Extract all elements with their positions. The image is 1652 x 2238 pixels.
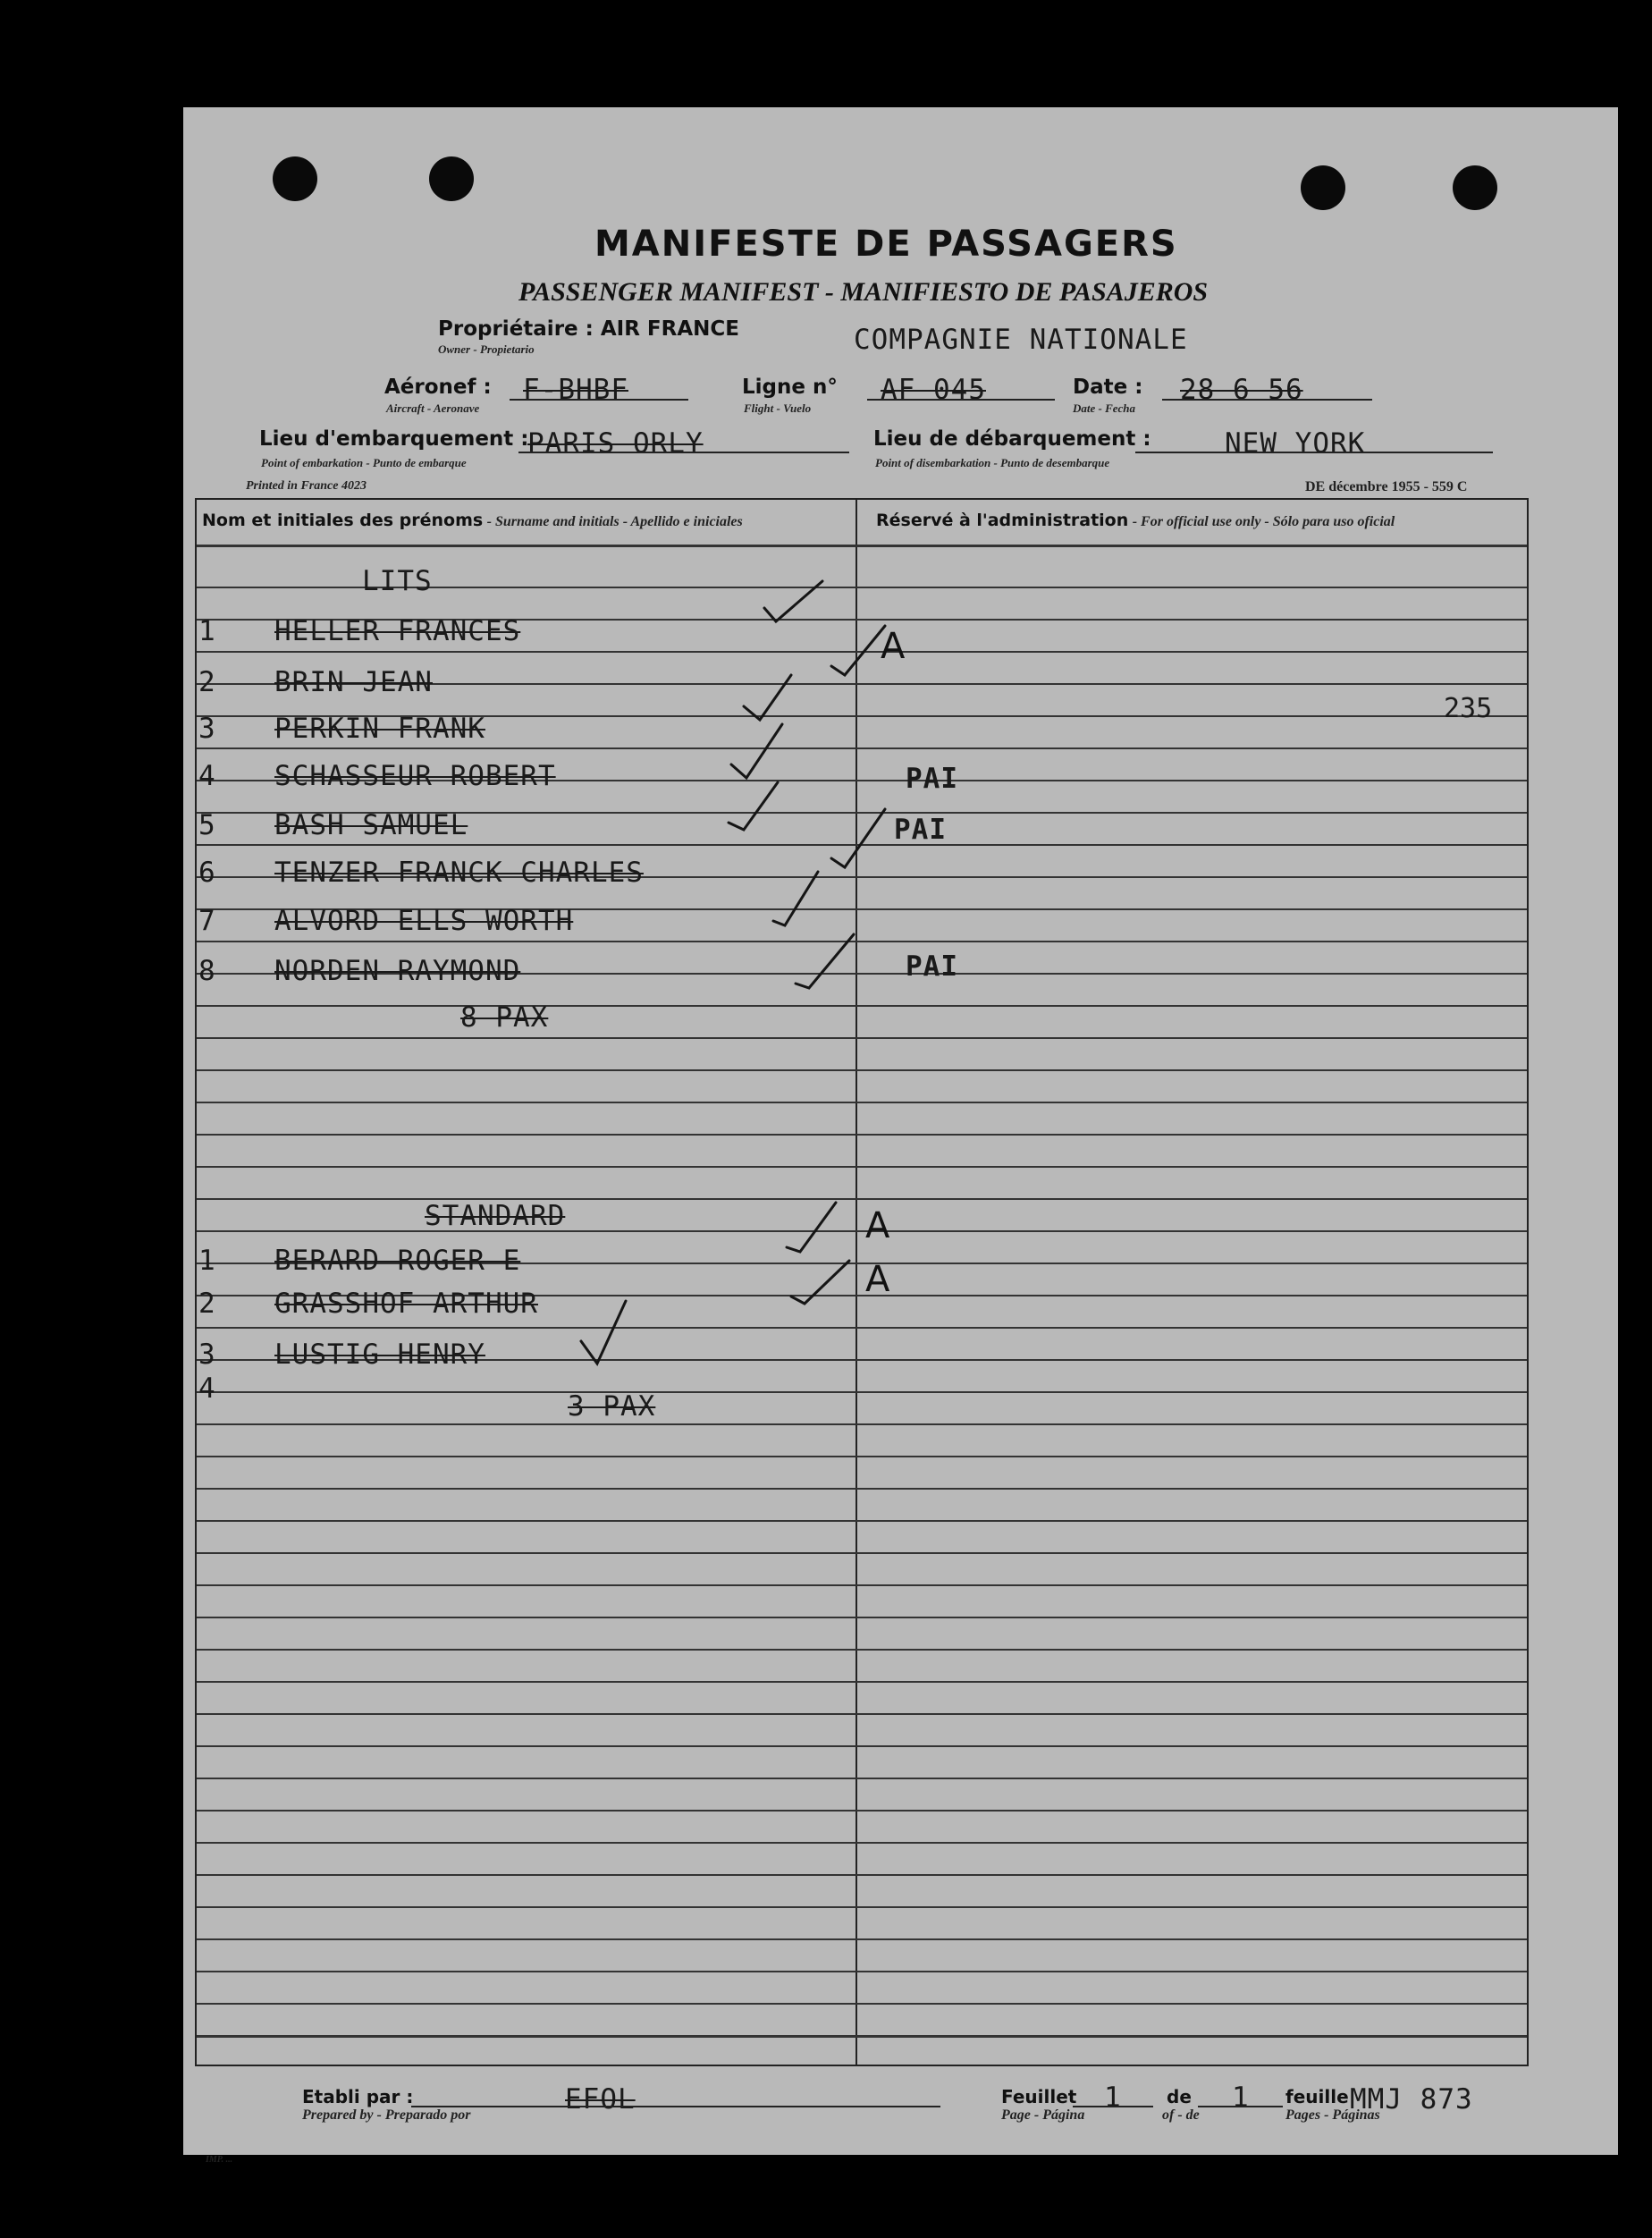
- check-mark-icon: [796, 934, 854, 988]
- passenger-number: 2: [198, 666, 216, 698]
- prepared-value: EFOL: [565, 2083, 636, 2116]
- page-value: 1: [1104, 2082, 1122, 2114]
- check-mark-icon: [831, 626, 885, 675]
- passenger-number: 6: [198, 857, 216, 889]
- col-left-header-label: Nom et initiales des prénoms: [202, 511, 484, 530]
- passenger-number: 5: [198, 809, 216, 841]
- aircraft-value: F-BHBF: [523, 374, 628, 406]
- check-mark-icon: [773, 872, 818, 925]
- handwritten-mark: PAI: [906, 763, 958, 795]
- prepared-label: Etabli par :: [302, 2086, 414, 2107]
- printer-imprint: IMP. ...: [206, 2155, 233, 2165]
- pages-label: feuille: [1285, 2086, 1349, 2107]
- check-mark-icon: [744, 675, 791, 720]
- of-value: 1: [1232, 2082, 1250, 2114]
- check-mark-icon: [764, 581, 822, 621]
- passenger-number: 8: [198, 955, 216, 987]
- date-value: 28 6 56: [1180, 374, 1303, 406]
- flight-label: Ligne n°: [742, 376, 838, 399]
- passenger-number: 7: [198, 905, 216, 937]
- embark-sub: Point of embarkation - Punto de embarque: [261, 456, 467, 469]
- check-mark-icon: [581, 1301, 626, 1364]
- handwritten-mark: A: [865, 1205, 890, 1246]
- passenger-number: 1: [198, 1245, 216, 1277]
- admin-number: 235: [1444, 693, 1493, 724]
- owner-sub: Owner - Propietario: [438, 342, 535, 356]
- flight-value: AF 045: [881, 374, 986, 406]
- page-sub: Page - Página: [1001, 2107, 1085, 2123]
- passenger-number: 3: [198, 1339, 216, 1371]
- date-sub: Date - Fecha: [1073, 401, 1136, 415]
- document-stamp: MMJ 873: [1350, 2083, 1473, 2116]
- of-sub: of - de: [1162, 2107, 1200, 2123]
- embark-label: Lieu d'embarquement :: [259, 427, 529, 451]
- owner-value: COMPAGNIE NATIONALE: [854, 324, 1188, 356]
- col-right-header-sub: - For official use only - Sólo para uso oficial: [1132, 514, 1395, 529]
- page-title: MANIFESTE DE PASSAGERS: [594, 224, 1178, 265]
- handwritten-mark: A: [865, 1259, 890, 1300]
- of-label: de: [1167, 2086, 1192, 2107]
- passenger-number: 4: [198, 1372, 216, 1405]
- passenger-name: BASH SAMUEL: [274, 809, 468, 841]
- check-mark-icon: [731, 724, 782, 778]
- aircraft-sub: Aircraft - Aeronave: [386, 401, 480, 415]
- page-label: Feuillet: [1001, 2086, 1077, 2107]
- passenger-number: 1: [198, 615, 216, 647]
- passenger-name: BERARD ROGER E: [274, 1245, 521, 1277]
- passenger-number: 3: [198, 713, 216, 745]
- page-underline: [1073, 2106, 1153, 2107]
- aircraft-label: Aéronef :: [384, 376, 492, 399]
- of-underline: [1198, 2106, 1283, 2107]
- passenger-number: 2: [198, 1288, 216, 1320]
- prepared-sub: Prepared by - Preparado por: [302, 2107, 471, 2123]
- disembark-value: NEW YORK: [1225, 427, 1366, 460]
- passenger-name: TENZER FRANCK CHARLES: [274, 857, 644, 889]
- printed-note: Printed in France 4023: [246, 479, 367, 493]
- flight-sub: Flight - Vuelo: [744, 401, 812, 415]
- check-mark-icon: [729, 782, 778, 830]
- disembark-sub: Point of disembarkation - Punto de desembarque: [875, 456, 1110, 469]
- pages-sub: Pages - Páginas: [1285, 2107, 1380, 2123]
- passenger-number: 4: [198, 760, 216, 792]
- passenger-name: BRIN JEAN: [274, 666, 433, 698]
- check-mark-icon: [831, 809, 885, 867]
- passenger-name: SCHASSEUR ROBERT: [274, 760, 556, 792]
- section-total: 3 PAX: [568, 1390, 656, 1423]
- passenger-name: NORDEN RAYMOND: [274, 955, 521, 987]
- col-left-header-sub: - Surname and initials - Apellido e iniciales: [486, 514, 743, 529]
- passenger-name: PERKIN FRANK: [274, 713, 485, 745]
- page-subtitle: PASSENGER MANIFEST - MANIFIESTO DE PASAJEROS: [518, 277, 1209, 307]
- form-reference: DE décembre 1955 - 559 C: [1305, 479, 1468, 494]
- handwritten-mark: PAI: [894, 814, 947, 846]
- owner-label: Propriétaire : AIR FRANCE: [438, 317, 739, 341]
- col-right-header-label: Réservé à l'administration: [876, 511, 1129, 530]
- passenger-name: ALVORD ELLS WORTH: [274, 905, 574, 937]
- passenger-name: GRASSHOF ARTHUR: [274, 1288, 538, 1320]
- section-title-standard: STANDARD: [425, 1200, 566, 1232]
- disembark-label: Lieu de débarquement :: [873, 427, 1151, 451]
- section-title-lits: LITS: [362, 565, 433, 597]
- handwritten-mark: PAI: [906, 950, 958, 983]
- handwritten-mark: A: [881, 626, 906, 667]
- check-mark-icon: [787, 1203, 836, 1252]
- section-total: 8 PAX: [460, 1001, 549, 1034]
- passenger-name: LUSTIG HENRY: [274, 1339, 485, 1371]
- prepared-underline: [411, 2106, 940, 2107]
- date-label: Date :: [1073, 376, 1143, 399]
- passenger-name: HELLER FRANCES: [274, 615, 521, 647]
- check-mark-icon: [791, 1261, 849, 1304]
- embark-value: PARIS ORLY: [527, 427, 704, 460]
